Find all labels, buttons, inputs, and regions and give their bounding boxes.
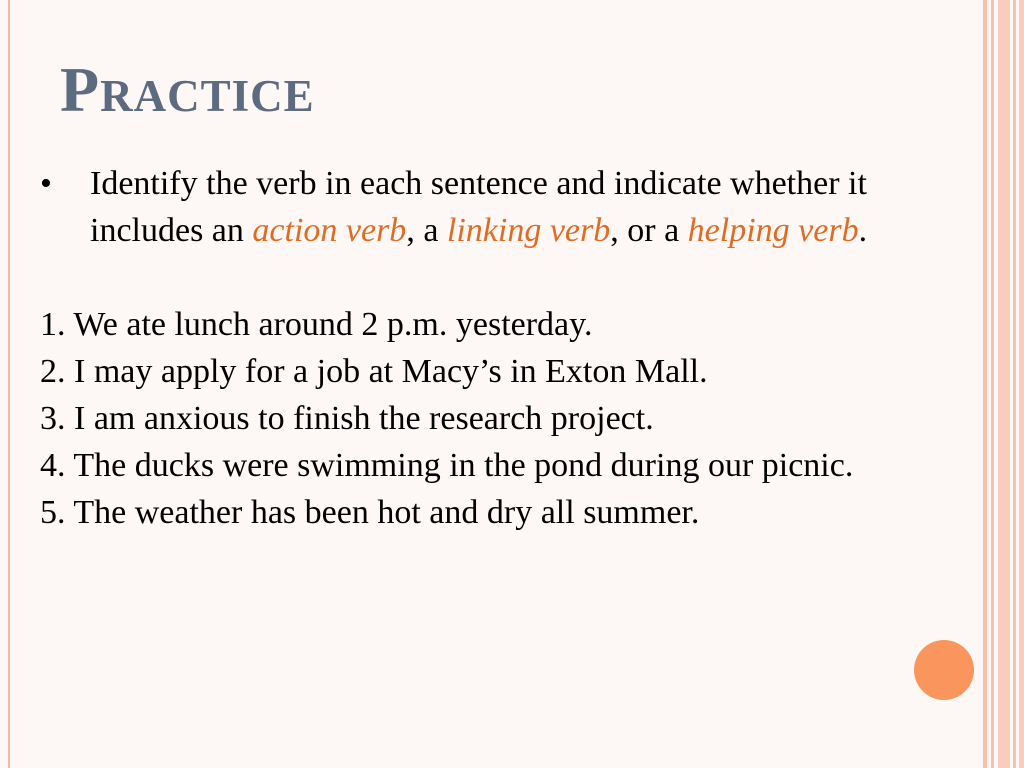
sentence-number: 2. (40, 353, 66, 390)
decorative-stripe (1013, 0, 1016, 768)
sentence-text: The ducks were swimming in the pond during our picnic. (73, 447, 854, 484)
slide-title: Practice (60, 54, 315, 125)
practice-sentence-2 (40, 348, 970, 395)
practice-sentence-3 (40, 395, 970, 442)
sentence-number: 3. (40, 400, 66, 437)
instruction-text: , a (406, 212, 447, 249)
action-verb-term: action verb (252, 212, 407, 249)
decorative-stripe (983, 0, 987, 768)
decorative-stripe (998, 0, 1010, 768)
instruction-text: , or a (610, 212, 688, 249)
bullet-icon: • (40, 165, 52, 202)
practice-sentence-1 (40, 301, 970, 348)
instruction-bullet (40, 160, 970, 254)
helping-verb-term: helping verb (687, 212, 859, 249)
sentence-number: 4. (40, 447, 66, 484)
orange-circle-icon (914, 640, 974, 700)
decorative-stripe (1019, 0, 1024, 768)
sentence-text: I am anxious to finish the research project. (74, 400, 654, 437)
sentence-text: I may apply for a job at Macy’s in Exton Mall. (74, 353, 708, 390)
spacer (40, 254, 970, 301)
left-border (8, 0, 10, 768)
linking-verb-term: linking verb (446, 212, 611, 249)
sentence-number: 5. (40, 494, 66, 531)
decorative-stripe (991, 0, 994, 768)
slide-content (40, 160, 970, 536)
sentence-text: We ate lunch around 2 p.m. yesterday. (73, 306, 593, 343)
sentence-number: 1. (40, 306, 66, 343)
practice-sentence-4 (40, 442, 970, 489)
practice-sentence-5 (40, 489, 970, 536)
sentence-text: The weather has been hot and dry all summer. (73, 494, 700, 531)
instruction-text: . (858, 212, 868, 249)
instruction-text: Identify the verb in each sentence and indicate whether it includes an (90, 165, 867, 249)
